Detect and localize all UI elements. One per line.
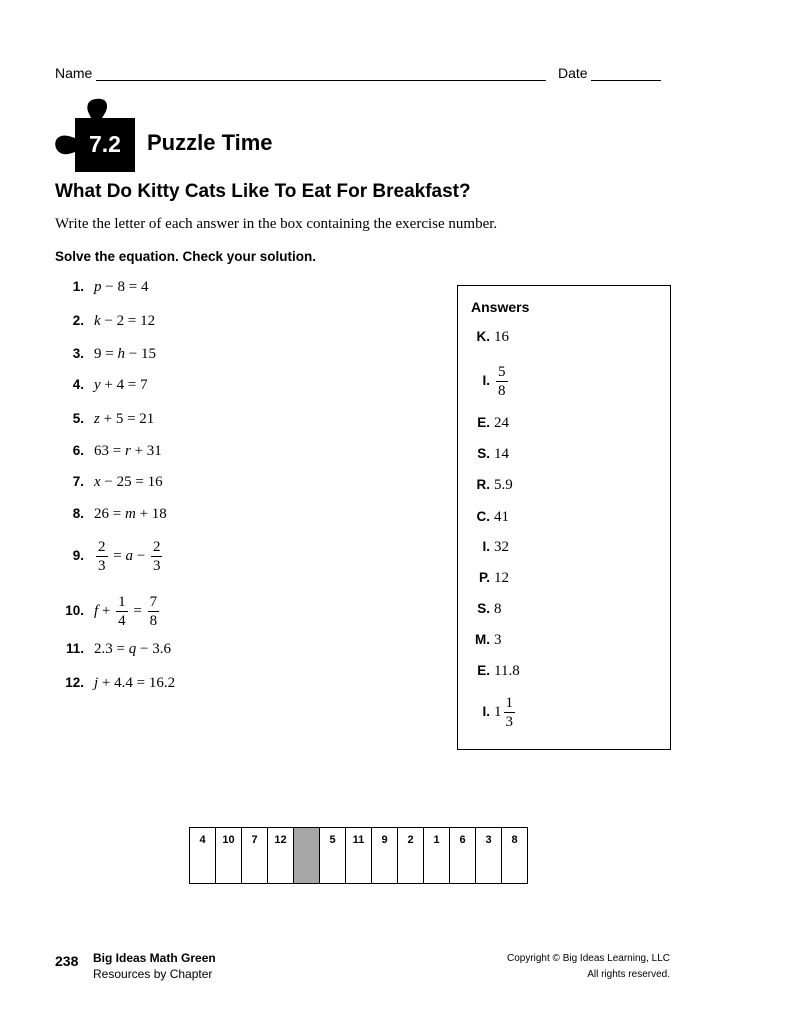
answer-letter: I. xyxy=(482,704,490,719)
equation-term: + xyxy=(130,443,147,460)
equation-variable: a xyxy=(125,548,133,565)
exercise-number: 8. xyxy=(72,506,84,521)
grid-cell-number: 5 xyxy=(329,834,336,846)
equation-variable: q xyxy=(128,641,137,658)
answer-letter: I. xyxy=(482,539,490,554)
grid-cell[interactable] xyxy=(216,828,242,884)
answer-letter: M. xyxy=(475,632,490,647)
equation-fraction-denominator: 3 xyxy=(98,557,106,574)
equation-fraction xyxy=(148,594,160,630)
exercise-equation xyxy=(94,276,148,298)
equation-term: 4 xyxy=(116,377,125,394)
equation-term: 2.3 xyxy=(94,641,113,658)
answer-value: 16 xyxy=(494,329,509,346)
answer-item xyxy=(470,690,517,734)
answer-fraction xyxy=(496,364,508,400)
page-number: 238 xyxy=(55,953,79,969)
exercise-number: 3. xyxy=(72,346,84,361)
equation-fraction xyxy=(151,539,163,575)
grid-cell-number: 8 xyxy=(511,834,518,846)
equation-variable: z xyxy=(94,411,100,428)
exercise-equation xyxy=(94,503,167,525)
exercise-item xyxy=(60,276,148,298)
grid-cell[interactable] xyxy=(372,828,398,884)
answer-item xyxy=(470,326,509,348)
answer-value: 24 xyxy=(494,415,509,432)
exercise-item xyxy=(60,589,161,633)
grid-cell[interactable] xyxy=(424,828,450,884)
equation-fraction xyxy=(116,594,128,630)
equation-term: 25 xyxy=(116,474,132,491)
grid-cell-number: 12 xyxy=(274,834,287,846)
answer-fraction-numerator: 5 xyxy=(498,363,506,380)
grid-cell-number: 11 xyxy=(352,834,365,846)
exercise-equation xyxy=(94,440,162,462)
grid-cell-number: 2 xyxy=(407,834,414,846)
equation-term: 5 xyxy=(115,411,124,428)
exercise-number: 11. xyxy=(65,641,84,656)
grid-cell[interactable] xyxy=(502,828,528,884)
answer-item xyxy=(470,506,509,528)
exercise-item xyxy=(60,638,171,660)
answer-item xyxy=(470,598,502,620)
equation-variable: y xyxy=(94,377,101,394)
equation-term: 26 xyxy=(94,506,109,523)
grid-cell-number: 1 xyxy=(433,834,440,846)
exercise-item xyxy=(60,310,155,332)
equation-term: = xyxy=(101,346,118,363)
equation-variable: r xyxy=(124,443,131,460)
answer-value: 12 xyxy=(494,570,509,587)
exercise-equation xyxy=(94,534,164,578)
grid-cell[interactable] xyxy=(190,828,216,884)
answer-fraction-denominator: 3 xyxy=(505,713,513,730)
answer-letter: K. xyxy=(476,329,490,344)
equation-term: = xyxy=(109,548,126,565)
equation-term: 7 xyxy=(140,377,148,394)
equation-term: + xyxy=(100,377,117,394)
exercise-number: 1. xyxy=(72,279,84,294)
exercise-equation xyxy=(94,408,154,430)
exercise-equation xyxy=(94,589,161,633)
answer-fraction-denominator: 8 xyxy=(498,382,506,399)
exercise-item xyxy=(60,534,164,578)
equation-variable: p xyxy=(94,279,102,296)
exercise-item xyxy=(60,471,163,493)
answer-item xyxy=(470,660,520,682)
equation-term: − xyxy=(100,474,117,491)
answer-item xyxy=(470,629,502,651)
answer-letter: E. xyxy=(477,663,490,678)
riddle-question: What Do Kitty Cats Like To Eat For Breakfast? xyxy=(55,181,471,202)
answers-heading: Answers xyxy=(471,299,530,315)
exercise-equation xyxy=(94,343,156,365)
equation-variable: j xyxy=(94,675,99,692)
equation-term: = xyxy=(132,675,149,692)
equation-term: 21 xyxy=(139,411,155,428)
equation-term: = xyxy=(124,377,141,394)
equation-term: 15 xyxy=(140,346,156,363)
equation-fraction xyxy=(96,539,108,575)
equation-term: = xyxy=(124,279,141,296)
answer-letter: C. xyxy=(476,509,490,524)
equation-term: − xyxy=(136,641,153,658)
answer-letter: P. xyxy=(478,570,490,585)
answer-letter: R. xyxy=(476,477,490,492)
answer-item xyxy=(470,412,509,434)
answer-fraction-numerator: 1 xyxy=(505,694,513,711)
equation-fraction-denominator: 4 xyxy=(118,612,126,629)
grid-cell[interactable] xyxy=(242,828,268,884)
answer-value xyxy=(494,690,517,734)
answer-value: 3 xyxy=(494,632,502,649)
equation-variable: m xyxy=(124,506,136,523)
answer-value: 41 xyxy=(494,509,509,526)
copyright: Copyright © Big Ideas Learning, LLC xyxy=(506,953,670,964)
equation-term: 3.6 xyxy=(152,641,171,658)
answer-item xyxy=(470,359,510,403)
equation-term: = xyxy=(124,313,141,330)
equation-fraction-numerator: 2 xyxy=(152,538,161,555)
book-title: Big Ideas Math Green xyxy=(93,951,216,965)
equation-term: = xyxy=(129,603,146,620)
name-line[interactable] xyxy=(96,66,546,81)
exercise-item xyxy=(60,343,156,365)
grid-cell[interactable] xyxy=(398,828,424,884)
equation-term: = xyxy=(112,641,129,658)
exercise-equation xyxy=(94,672,175,694)
grid-cell[interactable] xyxy=(346,828,372,884)
exercise-number: 5. xyxy=(72,411,84,426)
grid-cell[interactable] xyxy=(268,828,294,884)
answer-value: 8 xyxy=(494,601,502,618)
grid-cell-number: 4 xyxy=(199,834,206,846)
exercise-number: 12. xyxy=(65,675,84,690)
equation-term: − xyxy=(132,548,149,565)
equation-term: 4.4 xyxy=(114,675,133,692)
answer-letter: E. xyxy=(477,415,490,430)
exercise-number: 9. xyxy=(72,548,84,563)
answer-letter: S. xyxy=(477,446,490,461)
grid-cell[interactable] xyxy=(450,828,476,884)
equation-term: − xyxy=(100,313,117,330)
equation-term: 63 xyxy=(94,443,109,460)
equation-variable: h xyxy=(117,346,125,363)
date-line[interactable] xyxy=(591,66,661,81)
grid-cell-number: 7 xyxy=(251,834,258,846)
answer-fraction xyxy=(504,695,516,731)
equation-term: = xyxy=(109,506,125,523)
equation-term: 16.2 xyxy=(148,675,176,692)
equation-term: = xyxy=(123,411,140,428)
equation-term: − xyxy=(124,346,141,363)
exercise-number: 4. xyxy=(72,377,84,392)
answer-value xyxy=(494,359,510,403)
grid-cell-number: 3 xyxy=(485,834,492,846)
equation-term: 18 xyxy=(151,506,167,523)
answer-value: 32 xyxy=(494,539,509,556)
exercise-number: 7. xyxy=(72,474,84,489)
equation-term: + xyxy=(98,603,115,620)
equation-term: 12 xyxy=(140,313,156,330)
answer-item xyxy=(470,567,509,589)
equation-term: 8 xyxy=(117,279,125,296)
equation-variable: f xyxy=(94,603,99,620)
exercise-number: 6. xyxy=(72,443,84,458)
exercise-number: 10. xyxy=(65,603,84,618)
answer-value: 5.9 xyxy=(494,477,513,494)
exercise-equation xyxy=(94,310,155,332)
answer-letter: S. xyxy=(477,601,490,616)
grid-cell-number: 10 xyxy=(222,834,235,846)
exercise-equation xyxy=(94,638,171,660)
grid-cell-number: 6 xyxy=(459,834,466,846)
instructions: Write the letter of each answer in the box containing the exercise number. xyxy=(55,216,498,232)
exercise-number: 2. xyxy=(72,313,84,328)
equation-term: = xyxy=(109,443,125,460)
date-label: Date xyxy=(558,65,588,81)
name-label: Name xyxy=(55,65,93,81)
equation-fraction-numerator: 1 xyxy=(118,593,126,610)
exercise-item xyxy=(60,408,154,430)
code-grid xyxy=(189,827,528,884)
grid-cell-blank[interactable] xyxy=(294,828,320,884)
equation-fraction-denominator: 8 xyxy=(149,612,158,629)
name-field[interactable] xyxy=(55,65,546,81)
exercise-item xyxy=(60,503,167,525)
rights: All rights reserved. xyxy=(587,969,670,980)
date-field[interactable] xyxy=(558,65,661,81)
answer-item xyxy=(470,443,509,465)
equation-fraction-denominator: 3 xyxy=(152,557,161,574)
equation-term: 2 xyxy=(116,313,125,330)
exercise-equation xyxy=(94,374,148,396)
equation-term: − xyxy=(101,279,118,296)
exercise-item xyxy=(60,672,175,694)
equation-fraction-numerator: 7 xyxy=(149,593,158,610)
equation-term: + xyxy=(98,675,115,692)
answer-value: 11.8 xyxy=(494,663,520,680)
badge-number: 7.2 xyxy=(89,131,121,157)
grid-cell[interactable] xyxy=(476,828,502,884)
equation-term: + xyxy=(99,411,116,428)
section-heading: Solve the equation. Check your solution. xyxy=(55,249,317,264)
equation-term: = xyxy=(131,474,148,491)
equation-term: 31 xyxy=(146,443,162,460)
answer-value: 14 xyxy=(494,446,509,463)
grid-cell-number: 9 xyxy=(381,834,388,846)
equation-term: 9 xyxy=(94,346,102,363)
exercise-item xyxy=(60,440,162,462)
exercise-equation xyxy=(94,471,163,493)
answer-whole: 1 xyxy=(494,704,502,721)
equation-term: 4 xyxy=(140,279,149,296)
equation-variable: x xyxy=(94,474,101,491)
page-title: Puzzle Time xyxy=(147,130,273,155)
equation-term: + xyxy=(135,506,152,523)
grid-cell[interactable] xyxy=(320,828,346,884)
equation-fraction-numerator: 2 xyxy=(98,538,106,555)
answer-letter: I. xyxy=(482,373,490,388)
equation-term: 16 xyxy=(147,474,163,491)
equation-variable: k xyxy=(94,313,101,330)
answer-item xyxy=(470,536,509,558)
puzzle-piece-icon xyxy=(55,96,135,172)
exercise-item xyxy=(60,374,148,396)
answer-item xyxy=(470,474,513,496)
book-subtitle: Resources by Chapter xyxy=(93,967,213,981)
